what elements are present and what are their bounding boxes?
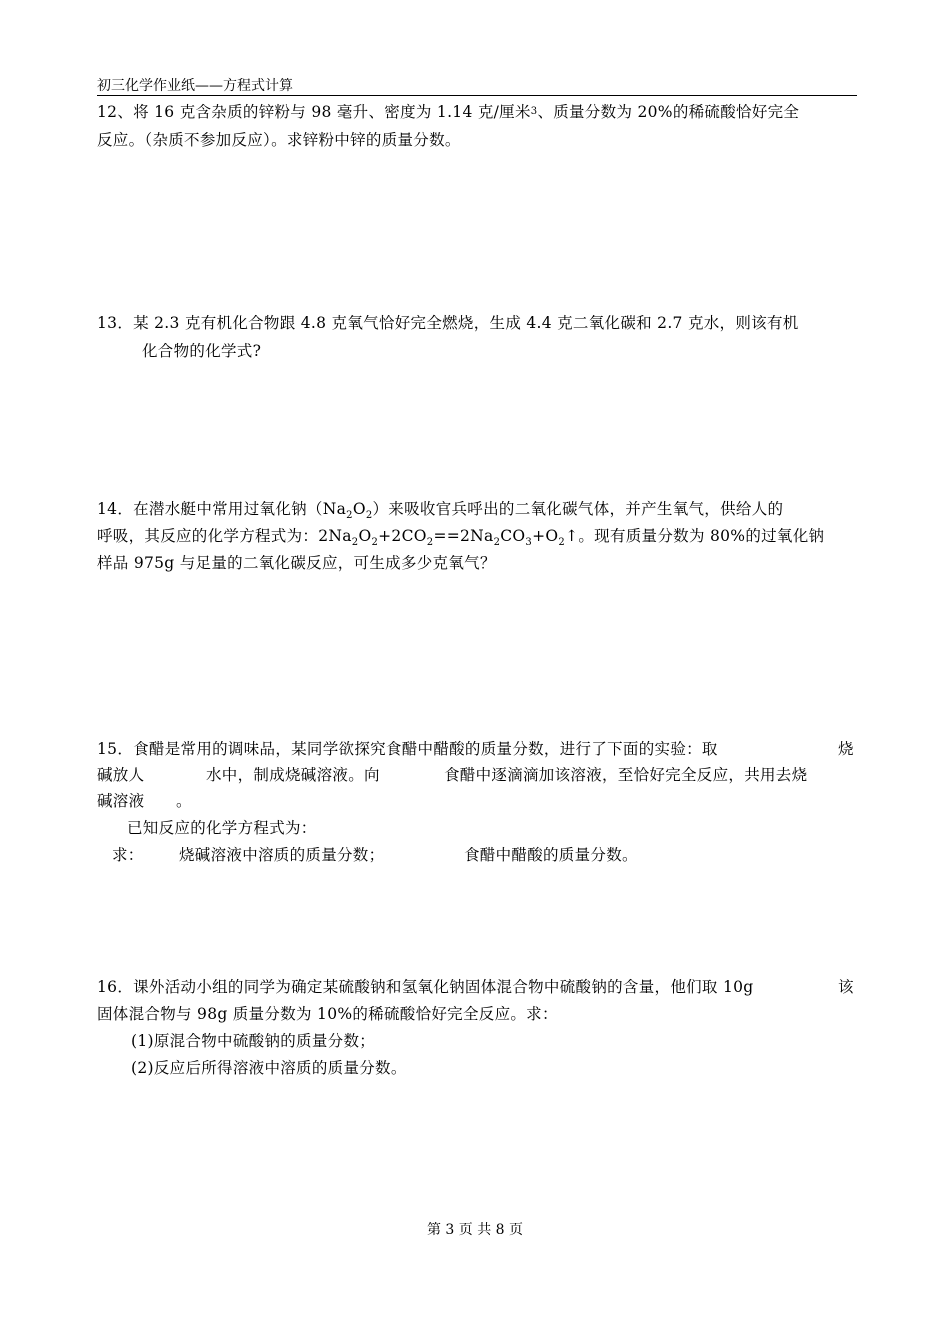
q16-line4: (2)反应后所得溶液中溶质的质量分数。 — [131, 1059, 407, 1077]
q15-line4: 已知反应的化学方程式为： — [127, 819, 317, 837]
q12-line2: 反应。（杂质不参加反应）。求锌粉中锌的质量分数。 — [97, 131, 461, 149]
page-header: 初三化学作业纸——方程式计算 — [97, 78, 857, 96]
q15-line2c: 食醋中逐滴滴加该溶液，至恰好完全反应，共用去烧 — [444, 766, 808, 784]
q14-line2: 呼吸，其反应的化学方程式为：$2Na_2O_2+2CO_2==2Na_2CO_3+O_2↑$。现有质量分数为 80%的过氧化钠 — [97, 527, 825, 548]
q15-line5a: 求： — [112, 846, 144, 864]
q15-line2a: 碱放人 — [97, 766, 145, 784]
q15-line1a: 15．食醋是常用的调味品，某同学欲探究食醋中醋酸的质量分数，进行了下面的实验：取 — [97, 740, 718, 758]
q13-line2: 化合物的化学式? — [142, 342, 262, 360]
q15-line5c: 食醋中醋酸的质量分数。 — [464, 846, 638, 864]
q16-line2: 固体混合物与 98g 质量分数为 10%的稀硫酸恰好完全反应。求： — [97, 1005, 558, 1023]
q15-line5b: 烧碱溶液中溶质的质量分数； — [179, 846, 385, 864]
q15-line3a: 碱溶液 — [97, 792, 145, 810]
q15-line2b: 水中，制成烧碱溶液。向 — [206, 766, 380, 784]
q12-line1: 12、将 16 克含杂质的锌粉与 98 毫升、密度为 1.14 克/厘米$^3$、质量分数为 20%的稀硫酸恰好完全 — [97, 103, 800, 121]
q16-line3: (1)原混合物中硫酸钠的质量分数； — [131, 1032, 376, 1050]
q15-line3b: 。 — [176, 792, 192, 810]
q16-line1a: 16．课外活动小组的同学为确定某硫酸钠和氢氧化钠固体混合物中硫酸钠的含量，他们取 10g — [97, 978, 754, 996]
q16-line1b: 该 — [838, 978, 854, 996]
q14-line3: 样品 975g 与足量的二氧化碳反应，可生成多少克氧气？ — [97, 554, 496, 572]
page-footer: 第 3 页 共 8 页 — [426, 1222, 524, 1238]
q13-line1: 13．某 2.3 克有机化合物跟 4.8 克氧气恰好完全燃烧，生成 4.4 克二氧化碳和 2.7 克水，则该有机 — [97, 314, 799, 332]
q15-line1b: 烧 — [838, 740, 854, 758]
q14-line1: 14．在潜水艇中常用过氧化钠$(Na_2O_2)$来吸收官兵呼出的二氧化碳气体，并产生氧气，供给人的 — [97, 500, 784, 521]
